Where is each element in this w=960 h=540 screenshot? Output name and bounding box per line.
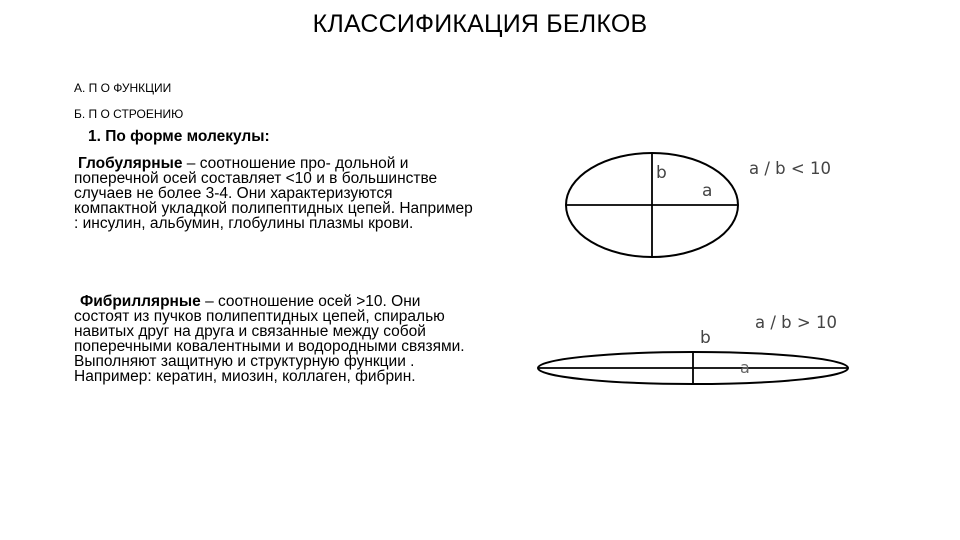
fibrillar-term: Фибриллярные xyxy=(80,293,201,310)
globular-paragraph xyxy=(74,156,474,231)
globular-description: – соотношение про- дольной и поперечной осей составляет <10 и в большинстве случаев не более 3-4. Они характеризуются компактной укладкой полипептидных цепей. Например : инсулин, альбумин, глобулины плазмы крови. xyxy=(74,155,473,232)
subheading-molecule-shape: 1. По форме молекулы: xyxy=(88,128,270,145)
fibrillar-description: – соотношение осей >10. Они состоят из пучков полипептидных цепей, спиралью навитых друг на друга и связанные между собой поперечными ковалентными и водородными связями. Выполняют защитную и структурную функции . Например: кератин, миозин, коллаген, фибрин. xyxy=(74,293,465,385)
item-by-function: А. П О ФУНКЦИИ xyxy=(74,81,172,95)
globular-label-b: b xyxy=(656,163,667,183)
fibrillar-diagram xyxy=(538,313,848,384)
fibrillar-paragraph xyxy=(74,294,474,384)
item-by-structure: Б. П О СТРОЕНИЮ xyxy=(74,107,184,121)
globular-label-a: a xyxy=(702,181,713,201)
globular-term: Глобулярные xyxy=(78,155,183,172)
globular-ratio: a / b < 10 xyxy=(749,159,831,178)
molecule-shape-figure xyxy=(530,140,860,390)
fibrillar-ratio: a / b > 10 xyxy=(755,313,837,332)
fibrillar-label-a: a xyxy=(740,358,750,377)
globular-diagram xyxy=(566,153,831,257)
fibrillar-label-b: b xyxy=(700,328,711,348)
slide-title: КЛАССИФИКАЦИЯ БЕЛКОВ xyxy=(312,10,648,38)
